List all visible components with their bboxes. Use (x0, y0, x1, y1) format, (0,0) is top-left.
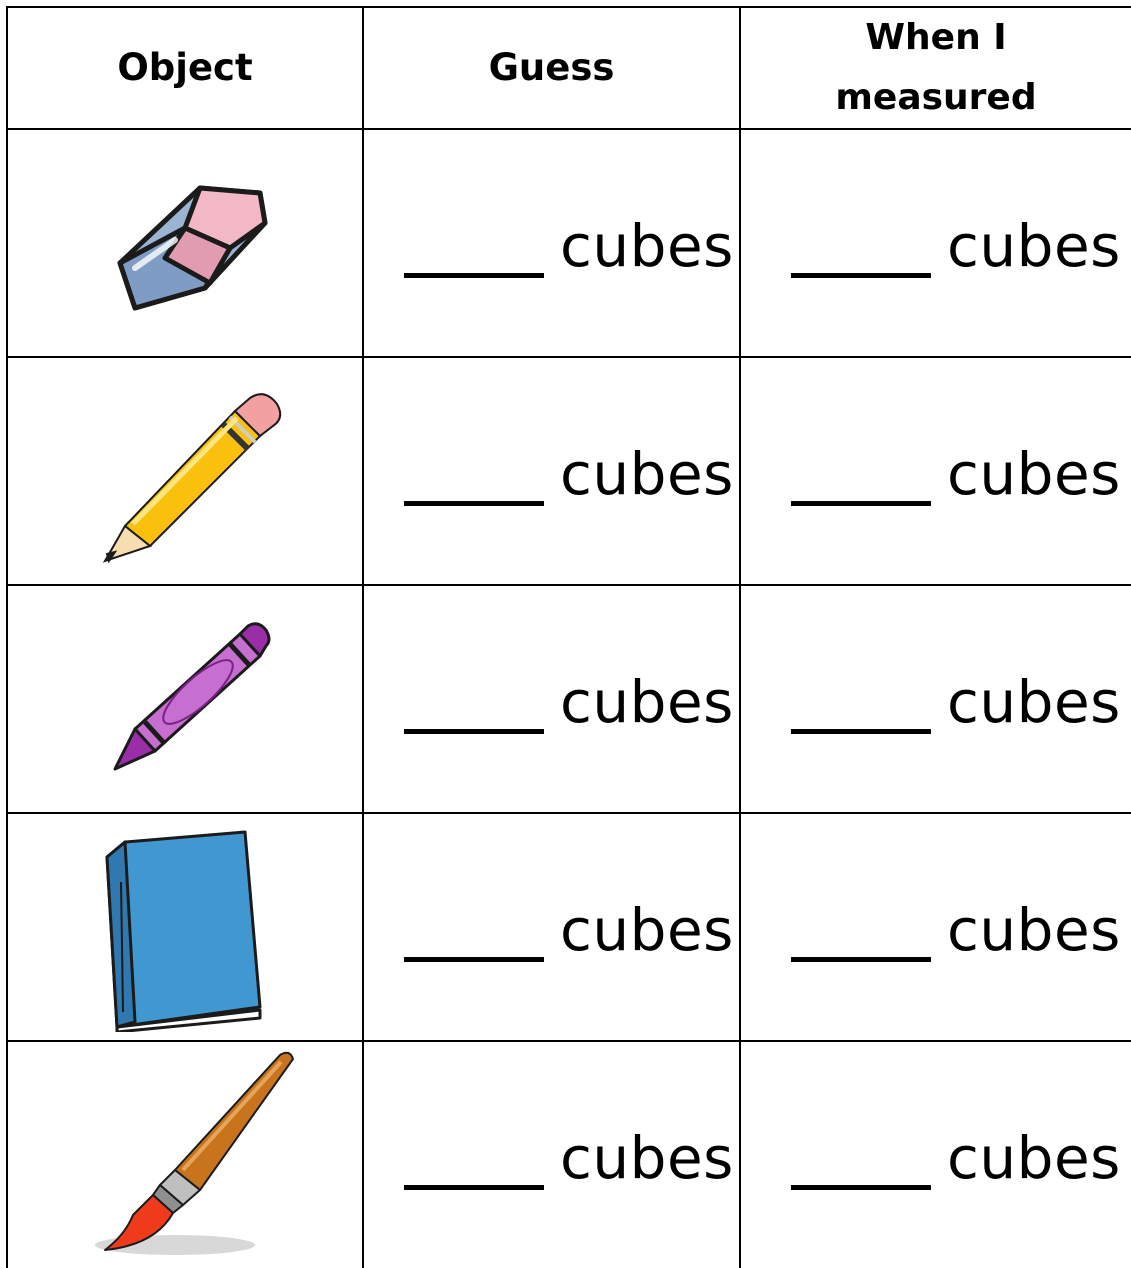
measured-blank[interactable] (791, 957, 931, 962)
measured-cell[interactable] (740, 357, 1131, 585)
table-row (7, 585, 1131, 813)
book-icon (95, 822, 275, 1032)
object-cell (7, 357, 363, 585)
object-cell (7, 129, 363, 357)
header-measured-line1: When I (865, 17, 1007, 58)
guess-unit: cubes (560, 668, 734, 736)
guess-unit: cubes (560, 896, 734, 964)
pencil-icon (85, 376, 285, 566)
header-measured (740, 7, 1131, 129)
header-guess: Guess (363, 7, 740, 129)
measured-unit: cubes (947, 212, 1121, 280)
measured-unit: cubes (947, 896, 1121, 964)
measured-cell[interactable] (740, 1041, 1131, 1268)
guess-blank[interactable] (404, 273, 544, 278)
object-cell (7, 1041, 363, 1268)
header-row (7, 7, 1131, 129)
guess-cell[interactable] (363, 813, 740, 1041)
crayon-icon (90, 614, 280, 784)
paintbrush-icon (55, 1045, 315, 1265)
guess-unit: cubes (560, 440, 734, 508)
eraser-icon (90, 148, 280, 338)
guess-blank[interactable] (404, 729, 544, 734)
measured-blank[interactable] (791, 501, 931, 506)
table-row (7, 813, 1131, 1041)
measured-unit: cubes (947, 1124, 1121, 1192)
guess-cell[interactable] (363, 585, 740, 813)
worksheet (6, 6, 1131, 1263)
guess-unit: cubes (560, 1124, 734, 1192)
header-object: Object (7, 7, 363, 129)
measured-blank[interactable] (791, 729, 931, 734)
guess-cell[interactable] (363, 1041, 740, 1268)
guess-blank[interactable] (404, 1185, 544, 1190)
measured-unit: cubes (947, 440, 1121, 508)
object-cell (7, 813, 363, 1041)
object-cell (7, 585, 363, 813)
table-row (7, 357, 1131, 585)
guess-cell[interactable] (363, 129, 740, 357)
measured-cell[interactable] (740, 813, 1131, 1041)
measurement-table (6, 6, 1131, 1268)
table-row (7, 1041, 1131, 1268)
guess-blank[interactable] (404, 957, 544, 962)
measured-unit: cubes (947, 668, 1121, 736)
guess-blank[interactable] (404, 501, 544, 506)
measured-cell[interactable] (740, 129, 1131, 357)
measured-blank[interactable] (791, 1185, 931, 1190)
guess-cell[interactable] (363, 357, 740, 585)
guess-unit: cubes (560, 212, 734, 280)
table-row (7, 129, 1131, 357)
measured-blank[interactable] (791, 273, 931, 278)
measured-cell[interactable] (740, 585, 1131, 813)
header-measured-line2: measured (835, 77, 1037, 118)
